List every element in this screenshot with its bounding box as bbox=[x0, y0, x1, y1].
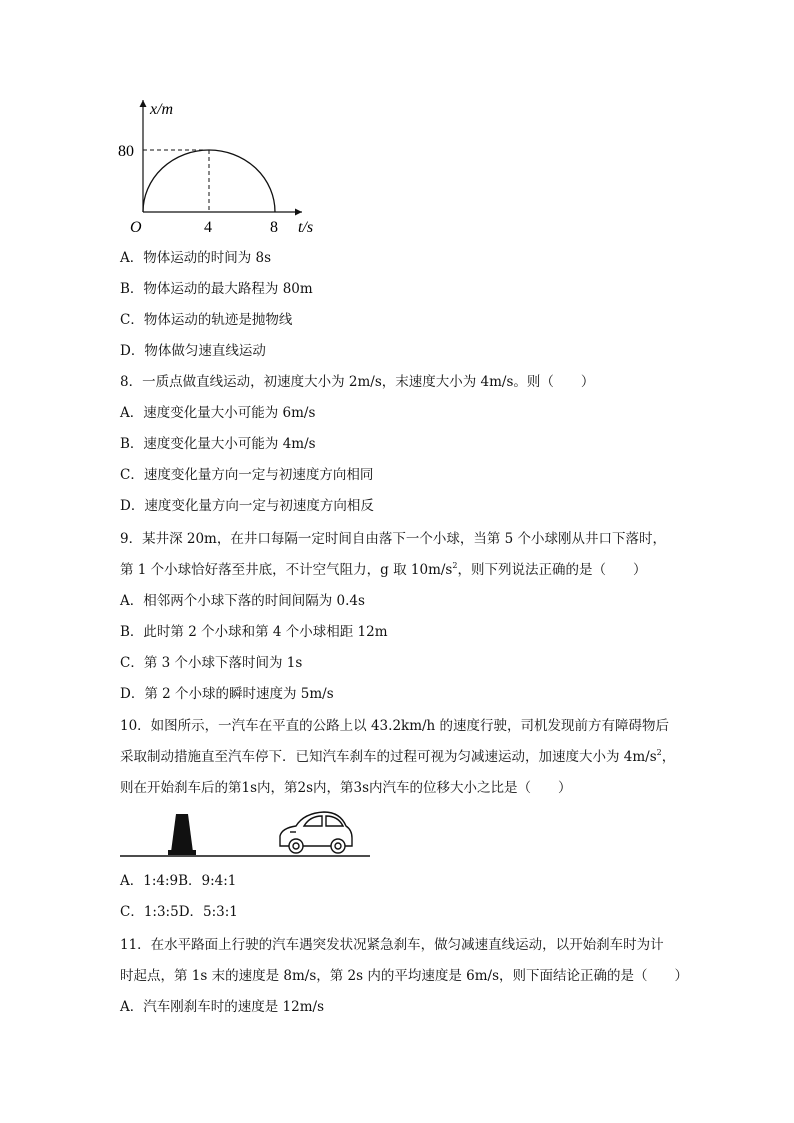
origin-label: O bbox=[130, 219, 142, 236]
y-axis-label: x/m bbox=[150, 101, 174, 118]
q8-option-b: B．速度变化量大小可能为 4m/s bbox=[120, 436, 316, 452]
q9-option-c: C．第 3 个小球下落时间为 1s bbox=[120, 655, 303, 671]
q8-option-c: C．速度变化量方向一定与初速度方向相同 bbox=[120, 467, 374, 483]
x-tick-8: 8 bbox=[270, 219, 278, 236]
q7-option-d: D．物体做匀速直线运动 bbox=[120, 343, 266, 359]
q7-option-a: A．物体运动的时间为 8s bbox=[120, 250, 272, 266]
q10-stem-line2: 采取制动措施直至汽车停下．已知汽车刹车的过程可视为匀减速运动，加速度大小为 $4m/s^2$， bbox=[120, 748, 676, 765]
traffic-cone-icon bbox=[168, 814, 196, 855]
car-icon bbox=[280, 812, 352, 853]
q9-option-b: B．此时第 2 个小球和第 4 个小球相距 12m bbox=[120, 624, 388, 640]
q11-stem-line2: 时起点，第 1s 末的速度是 8m/s，第 2s 内的平均速度是 6m/s，则下面结论正确的是（ ） bbox=[120, 968, 689, 984]
q9-stem-line2: 第 1 个小球恰好落至井底，不计空气阻力，g 取 $10m/s^2$，则下列说法正确的是（ ） bbox=[120, 561, 647, 578]
xt-graph bbox=[110, 92, 330, 240]
q10-options-ab: A．1:4:9B．9:4:1 bbox=[120, 873, 237, 889]
q8-option-d: D．速度变化量方向一定与初速度方向相反 bbox=[120, 498, 374, 514]
q11-stem-line1: 11．在水平路面上行驶的汽车遇突发状况紧急刹车，做匀减速直线运动，以开始刹车时为计 bbox=[120, 937, 664, 953]
q10-stem-line1: 10．如图所示，一汽车在平直的公路上以 43.2km/h 的速度行驶，司机发现前方有障碍物后 bbox=[120, 718, 670, 734]
q8-option-a: A．速度变化量大小可能为 6m/s bbox=[120, 405, 316, 421]
y-tick-80: 80 bbox=[118, 143, 134, 160]
q9-stem-line1: 9．某井深 20m，在井口每隔一定时间自由落下一个小球，当第 5 个小球刚从井口下落时， bbox=[120, 531, 667, 547]
x-tick-4: 4 bbox=[204, 219, 212, 236]
q11-option-a: A．汽车刚刹车时的速度是 12m/s bbox=[120, 999, 324, 1015]
q10-stem-line3: 则在开始刹车后的第1s内，第2s内，第3s内汽车的位移大小之比是（ ） bbox=[120, 780, 572, 796]
q9-option-d: D．第 2 个小球的瞬时速度为 5m/s bbox=[120, 686, 334, 702]
q8-stem: 8．一质点做直线运动，初速度大小为 2m/s，末速度大小为 4m/s。则（ ） bbox=[120, 374, 595, 390]
car-obstacle-figure bbox=[118, 808, 378, 864]
x-axis-label: t/s bbox=[298, 219, 314, 236]
q7-option-b: B．物体运动的最大路程为 80m bbox=[120, 281, 313, 297]
q9-option-a: A．相邻两个小球下落的时间间隔为 0.4s bbox=[120, 593, 365, 609]
q10-options-cd: C．1:3:5D．5:3:1 bbox=[120, 904, 238, 920]
q7-option-c: C．物体运动的轨迹是抛物线 bbox=[120, 312, 293, 328]
